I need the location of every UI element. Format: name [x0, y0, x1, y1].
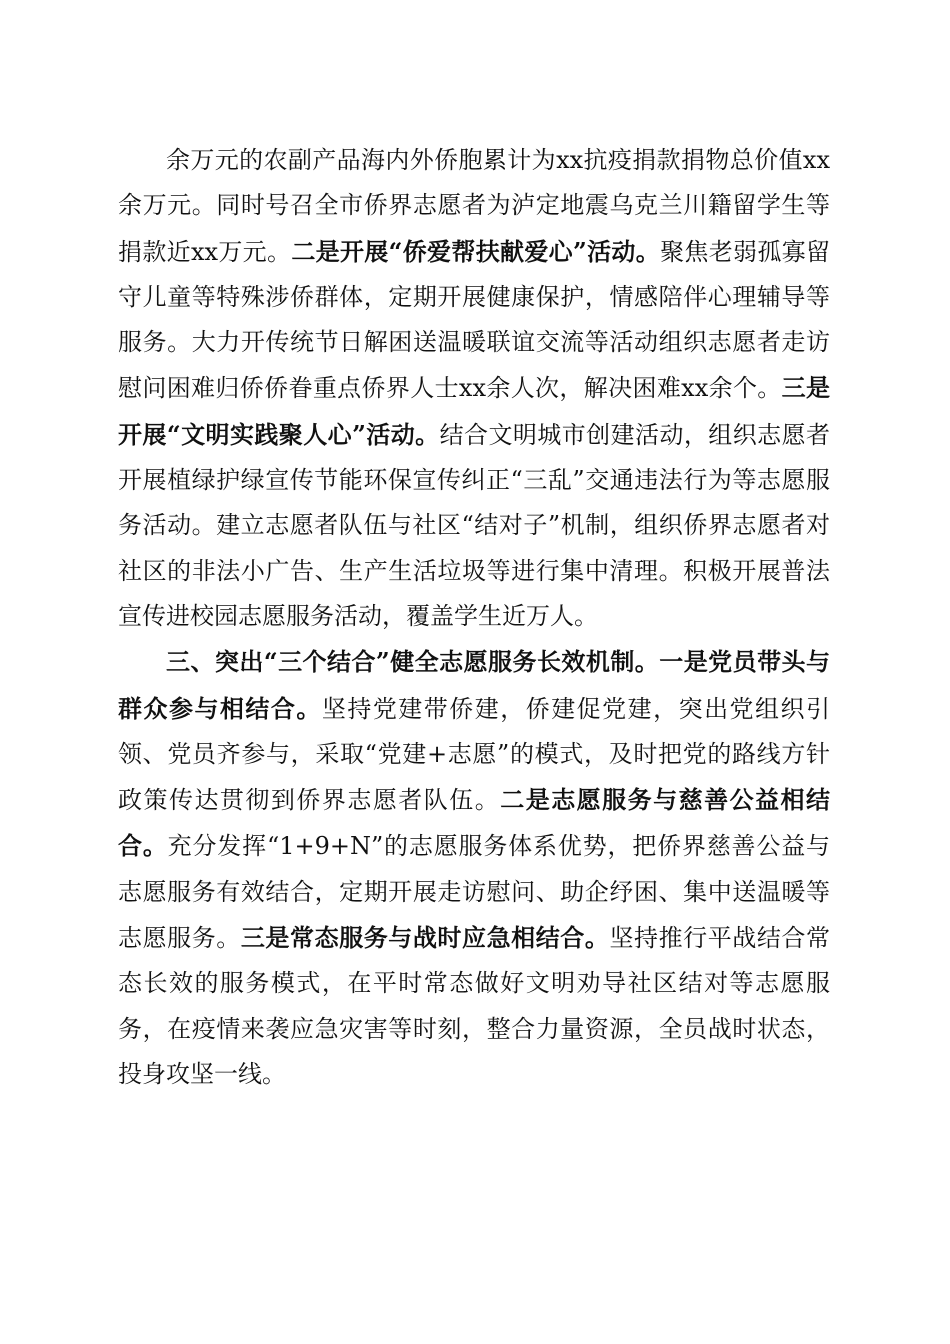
text-segment: 坚持推行平战结合常态长效的服务模式，在平时常态做好文明劝导社区结对等志愿服务，在疫情来袭应急灾害等时刻，整合力量资源，全员战时状态，投身攻坚一线。 — [118, 924, 831, 1088]
text-segment: 余万元的农副产品海内外侨胞累计为xx抗疫捐款捐物总价值xx余万元。同时号召全市侨界志愿者为泸定地震乌克兰川籍留学生等捐款近xx万元。 — [118, 146, 830, 266]
bold-heading-segment: 二是志愿服务与慈善公益相结合。 — [118, 785, 831, 861]
bold-heading-segment: 三是常态服务与战时应急相结合。 — [240, 923, 610, 953]
bold-heading-segment: 三是开展“文明实践聚人心”活动。 — [118, 373, 831, 449]
text-segment: 聚焦老弱孤寡留守儿童等特殊涉侨群体，定期开展健康保护，情感陪伴心理辅导等服务。大力开传统节日解困送温暖联谊交流等活动组织志愿者走访慰问困难归侨侨眷重点侨界人士xx余人次，解决困难xx余个。 — [118, 237, 831, 403]
text-segment: 坚持党建带侨建，侨建促党建，突出党组织引领、党员齐参与，采取“党建+志愿”的模式，及时把党的路线方针政策传达贯彻到侨界志愿者队伍。 — [118, 694, 831, 815]
text-segment: 结合文明城市创建活动，组织志愿者开展植绿护绿宣传节能环保宣传纠正“三乱”交通违法行为等志愿服务活动。建立志愿者队伍与社区“结对子”机制，组织侨界志愿者对社区的非法小广告、生产生活垃圾等进行集中清理。积极开展普法宣传进校园志愿服务活动，覆盖学生近万人。 — [118, 420, 831, 630]
text-segment: 充分发挥“1+9+N”的志愿服务体系优势，把侨界慈善公益与志愿服务有效结合，定期开展走访慰问、助企纾困、集中送温暖等志愿服务。 — [118, 832, 831, 953]
document-body — [118, 138, 830, 1097]
paragraph-three-combinations — [118, 639, 830, 1097]
bold-heading-segment: 二是开展“侨爱帮扶献爱心”活动。 — [291, 236, 661, 266]
paragraph-volunteer-activities — [118, 138, 830, 639]
bold-heading-segment: 三、突出“三个结合”健全志愿服务长效机制。一是党员带头与群众参与相结合。 — [118, 647, 830, 723]
